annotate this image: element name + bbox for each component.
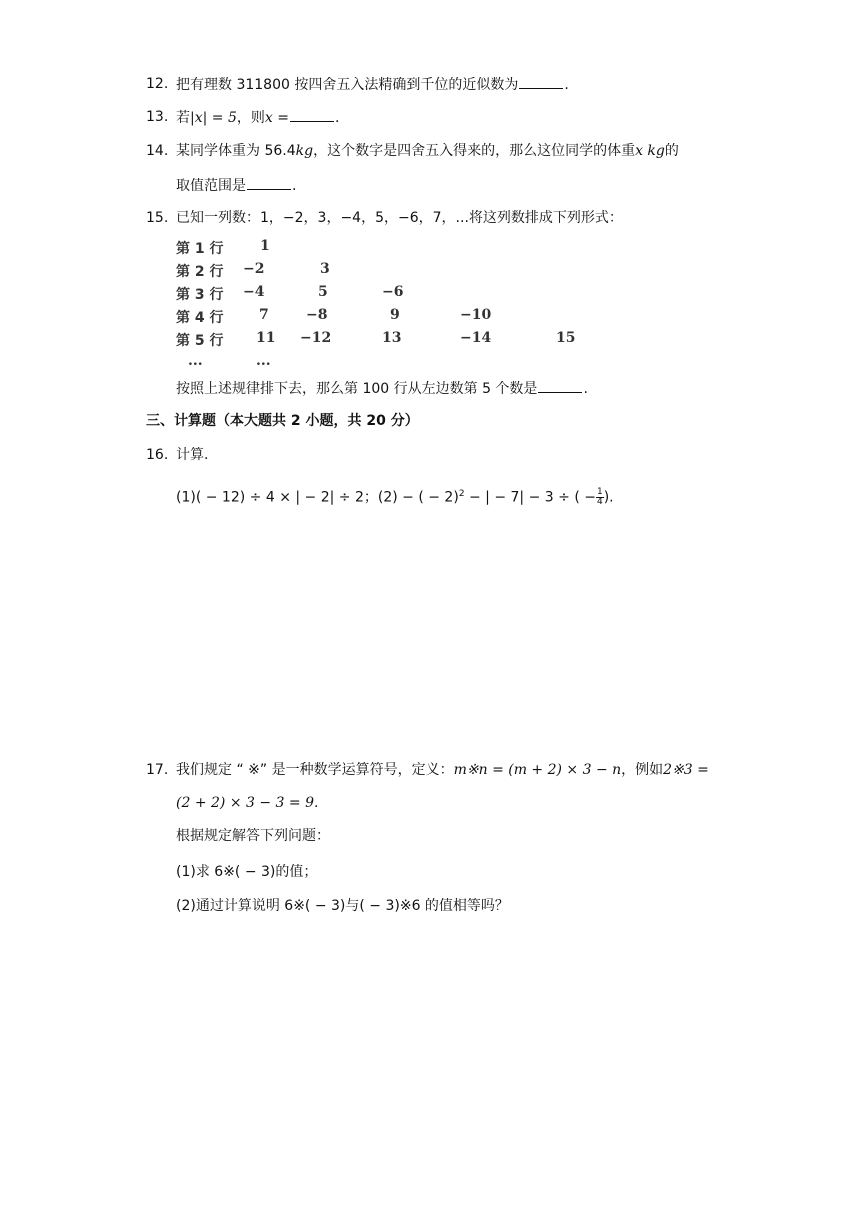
q14-unit-kg: kg: [295, 143, 314, 159]
q16-number: 16.: [146, 447, 169, 463]
q14-end: .: [292, 178, 297, 194]
q17-line2: (2 + 2) × 3 − 3 = 9.: [176, 795, 319, 811]
table-cell: 11: [256, 330, 276, 346]
row-label: 第 5 行: [176, 333, 224, 349]
fraction-numerator: 1: [596, 487, 603, 498]
q15-question-text: 按照上述规律排下去，那么第 100 行从左边数第 5 个数是: [176, 381, 538, 397]
table-cell: −12: [300, 330, 332, 346]
q12-body: 把有理数 311800 按四舍五入法精确到千位的近似数为: [176, 77, 519, 93]
q16-expr-part2: − | − 7| − 3 ÷ ( −: [464, 489, 596, 506]
table-cell: 9: [390, 307, 400, 323]
table-cell: 5: [318, 284, 328, 300]
q13-pre: 若: [176, 110, 190, 126]
q15-answer-blank: [538, 378, 582, 393]
q12-text: [176, 74, 569, 95]
q15-number: 15.: [146, 210, 169, 226]
q15-question: [176, 378, 588, 399]
q16-expr-part3: ).: [603, 489, 614, 506]
fraction-denominator: 4: [596, 497, 603, 508]
table-cell: −2: [243, 261, 265, 277]
table-cell: −4: [243, 284, 265, 300]
row-label: 第 3 行: [176, 287, 224, 303]
q16-fraction: [596, 488, 604, 507]
q14-line1c: 的: [664, 143, 679, 159]
q17-part2: (2)通过计算说明 6※( − 3)与( − 3)※6 的值相等吗？: [176, 898, 509, 914]
q17-line3: 根据规定解答下列问题：: [176, 828, 330, 844]
ellipsis: ...: [256, 353, 271, 369]
q17-line1-text: 我们规定 “ ※” 是一种数学运算符号，定义：: [176, 762, 454, 778]
q13-answer-blank: [290, 107, 334, 122]
table-cell: 1: [260, 238, 270, 254]
table-cell: 15: [556, 330, 576, 346]
table-cell: −8: [306, 307, 328, 323]
q16-title: 计算.: [176, 447, 209, 463]
q15-intro: 已知一列数：1，−2，3，−4，5，−6，7，...将这列数排成下列形式：: [176, 210, 623, 226]
q12-number: 12.: [146, 76, 169, 92]
table-cell: −6: [382, 284, 404, 300]
table-cell: −14: [460, 330, 492, 346]
q17-example: 2※3 =: [663, 762, 709, 778]
q14-unit-xkg: x kg: [635, 143, 665, 159]
q14-line1a: 某同学体重为 56.4: [176, 143, 296, 159]
q13-number: 13.: [146, 109, 169, 125]
q13-text: [176, 107, 339, 128]
table-cell: 7: [259, 307, 269, 323]
q14-line2-text: 取值范围是: [176, 178, 246, 194]
section-heading: 三、计算题（本大题共 2 小题，共 20 分）: [146, 413, 419, 429]
q13-abs-expr: |x| = 5: [190, 110, 237, 126]
table-cell: 3: [320, 261, 330, 277]
row-label: 第 4 行: [176, 310, 224, 326]
q13-var: x =: [264, 110, 289, 126]
q17-line1: [176, 760, 709, 780]
q12-answer-blank: [519, 74, 563, 89]
q16-expr-part1: (1)( − 12) ÷ 4 × | − 2| ÷ 2；(2) − ( − 2): [176, 489, 459, 506]
table-cell: 13: [382, 330, 402, 346]
q14-number: 14.: [146, 143, 169, 159]
q14-line2: [176, 175, 296, 196]
q15-end: .: [583, 381, 588, 397]
q13-mid: ，则: [236, 110, 265, 126]
q14-line1b: ，这个数字是四舍五入得来的，那么这位同学的体重: [313, 143, 636, 159]
q17-line1b: ，例如: [621, 762, 664, 778]
q17-number: 17.: [146, 762, 169, 778]
q12-end: .: [564, 77, 569, 93]
q16-exponent: 2: [458, 489, 465, 499]
ellipsis: ...: [188, 353, 203, 369]
q17-definition: m※n = (m + 2) × 3 − n: [453, 762, 622, 778]
table-cell: −10: [460, 307, 492, 323]
q13-end: .: [334, 110, 340, 126]
q14-line1: [176, 141, 679, 161]
q17-part1: (1)求 6※( − 3)的值；: [176, 864, 318, 880]
row-label: 第 2 行: [176, 264, 224, 280]
q16-expression: [176, 484, 614, 508]
q14-answer-blank: [247, 175, 291, 190]
row-label: 第 1 行: [176, 241, 224, 257]
